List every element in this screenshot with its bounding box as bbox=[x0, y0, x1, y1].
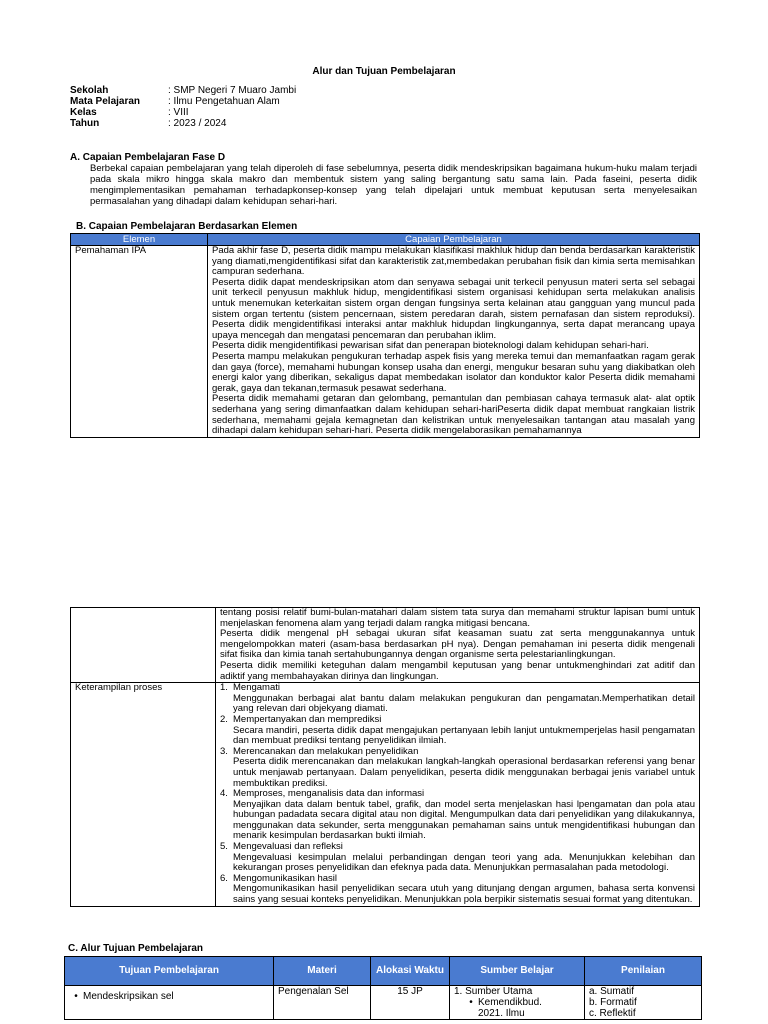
col-header-tujuan: Tujuan Pembelajaran bbox=[65, 957, 274, 986]
identity-label: Sekolah bbox=[70, 85, 109, 96]
penilaian-item: c. Reflektif bbox=[589, 1008, 636, 1019]
step-title: Merencanakan dan melakukan penyelidikan bbox=[233, 745, 419, 757]
sumber-bullet-item: • Kemendikbud. bbox=[454, 997, 580, 1008]
identity-row-sekolah bbox=[70, 85, 296, 96]
capaian-paragraph: Peserta didik dapat mendeskripsikan atom dan senyawa sebagai unit terkecil penyusun materi serta sel sebagai unit terkecil penyusun makhluk hidup, mengidentifikasi sistem organisasi kehidupan serta melakukan analisis untuk menemukan keterkaitan sistem organ dengan fungsinya serta kelainan atau gangguan yang muncul pada sistem organ tertentu (sistem pencernaan, sistem peredaran darah, sistem pernafasan dan sistem reproduksi). Peserta didik mengidentifikasi interaksi antar makhluk hidupdan lingkungannya, serta dapat merancang upaya upaya mencegah dan mengatasi pencemaran dan perubahan iklim. bbox=[212, 276, 695, 341]
bullet-icon: • bbox=[469, 997, 473, 1008]
keterampilan-cell bbox=[216, 683, 700, 906]
list-item: 1. Mengamati Menggunakan berbagai alat bantu dalam melakukan pengukuran dan pengamatan.Memperhatikan detail yang relevan dari objekyang diamati. bbox=[220, 682, 695, 715]
section-b-heading: B. Capaian Pembelajaran Berdasarkan Elemen bbox=[76, 221, 298, 232]
col-header-elemen: Elemen bbox=[71, 234, 208, 246]
capaian-table bbox=[70, 233, 700, 438]
step-title: Mengamati bbox=[233, 682, 280, 694]
identity-label: Tahun bbox=[70, 118, 100, 129]
col-header-alokasi: Alokasi Waktu bbox=[371, 957, 450, 986]
col-header-materi: Materi bbox=[274, 957, 371, 986]
col-header-sumber: Sumber Belajar bbox=[450, 957, 585, 986]
elemen-cell-continued bbox=[71, 608, 216, 683]
tujuan-table bbox=[64, 956, 702, 1020]
capaian-paragraph: Peserta didik memahami getaran dan gelombang, pemantulan dan pembiasan cahaya termasuk alat- alat optik sederhana yang sering dimanfaatkan dalam kehidupan sehari-hariPeserta didik dapat membuat rangkaian listrik sederhana, memahami gejala kemagnetan dan kelistrikan untuk menyelesaikan tantangan atau masalah yang dihadapi dalam kehidupan sehari-hari. Peserta didik mengelaborasikan pemahamannya bbox=[212, 393, 695, 437]
capaian-cell bbox=[208, 246, 700, 438]
step-body: Mengevaluasi kesimpulan melalui perbandingan dengan teori yang ada. Menunjukkan kelebihan dan kekurangan proses penyelidikan dan efeknya pada data. Menunjukkan permasalahan pada metodologi. bbox=[233, 851, 695, 874]
step-body: Mengomunikasikan hasil penyelidikan secara utuh yang ditunjang dengan argumen, bahasa serta konvensi sains yang sesuai konteks penyelidikan. Menunjukkan pola berpikir sistematis sesuai format yang ditentukan. bbox=[233, 883, 695, 906]
step-body: Peserta didik merencanakan dan melakukan langkah-langkah operasional berdasarkan referensi yang benar untuk menjawab pertanyaan. Dalam penyelidikan, peserta didik menggunakan berbagai jenis variabel untuk membuktikan prediksi. bbox=[233, 756, 695, 789]
tujuan-text: Mendeskripsikan sel bbox=[83, 991, 174, 1002]
identity-row-tahun bbox=[70, 118, 226, 129]
bullet-icon: • bbox=[74, 991, 78, 1002]
step-title: Mengevaluasi dan refleksi bbox=[233, 841, 343, 853]
step-body: Menggunakan berbagai alat bantu dalam melakukan pengukuran dan pengamatan.Memperhatikan detail yang relevan dari objekyang diamati. bbox=[233, 692, 695, 715]
identity-label: Mata Pelajaran bbox=[70, 96, 141, 107]
identity-row-mapel bbox=[70, 96, 280, 107]
capaian-paragraph: Pada akhir fase D, peserta didik mampu melakukan klasifikasi makhluk hidup dan benda berdasarkan karakteristik yang diamati,mengidentifikasi sifat dan karakteristik zat,membedakan perubahan fisik dan kimia serta memisahkan campuran sederhana. bbox=[212, 245, 695, 278]
identity-row-kelas bbox=[70, 107, 189, 118]
list-item: 6. Mengomunikasikan hasil Mengomunikasikan hasil penyelidikan secara utuh yang ditunjang dengan argumen, bahasa serta konvensi sains yang sesuai konteks penyelidikan. Menunjukkan pola berpikir sistematis sesuai format yang ditentukan. bbox=[220, 872, 695, 906]
identity-value: : VIII bbox=[168, 107, 189, 118]
sumber-line: 1. Sumber Utama bbox=[454, 986, 533, 997]
col-header-penilaian: Penilaian bbox=[585, 957, 702, 986]
section-a-text: Berbekal capaian pembelajaran yang telah diperoleh di fase sebelumnya, peserta didik mendeskripsikan bagaimana hukum-huku malam terjadi pada skala mikro hingga skala makro dan membentuk sistem yang saling bergantung satu sama lain. Pada faseini, peserta didik mengimplementasikan pemahaman terhadapkonsep-konsep yang telah dipelajari untuk membuat keputusan serta menyelesaikan permasalahan yang dihadapi dalam kehidupan sehari-hari. bbox=[90, 163, 697, 207]
identity-value: : 2023 / 2024 bbox=[168, 118, 227, 129]
capaian-paragraph: tentang posisi relatif bumi-bulan-matahari dalam sistem tata surya dan memahami struktur lapisan bumi untuk menjelaskan fenomena alam yang terjadi dalam rangka mitigasi bencana. bbox=[220, 607, 695, 629]
capaian-paragraph: Peserta didik mengenal pH sebagai ukuran sifat keasaman suatu zat serta menggunakannya untuk mengelompokkan materi (asam-basa berdasarkan pH nya). Dengan pemahaman ini peserta didik mengenali sifat fisika dan kimia tanah sertahubungannya dengan organisme serta pelestarianlingkungan. bbox=[220, 628, 695, 661]
identity-label: Kelas bbox=[70, 107, 97, 118]
list-item: 5. Mengevaluasi dan refleksi Mengevaluasi kesimpulan melalui perbandingan dengan teori yang ada. Menunjukkan kelebihan dan kekurangan proses penyelidikan dan efeknya pada data. Menunjukkan permasalahan pada metodologi. bbox=[220, 841, 695, 874]
page-title: Alur dan Tujuan Pembelajaran bbox=[312, 66, 456, 77]
elemen-cell: Keterampilan proses bbox=[71, 683, 216, 906]
identity-value: : Ilmu Pengetahuan Alam bbox=[168, 96, 280, 107]
capaian-paragraph: Peserta mampu melakukan pengukuran terhadap aspek fisis yang mereka temui dan memanfaatkan ragam gerak dan gaya (force), memahami hubungan konsep usaha dan energi, mengukur besaran suhu yang diakibatkan oleh energi kalor yang diberikan, sekaligus dapat membedakan isolator dan konduktor kalor Peserta didik memahami gerak, gaya dan tekanan,termasuk pesawat sederhana. bbox=[212, 350, 695, 394]
penilaian-item: b. Formatif bbox=[589, 997, 637, 1008]
col-header-capaian: Capaian Pembelajaran bbox=[208, 234, 700, 246]
capaian-paragraph: Peserta didik mengidentifikasi pewarisan sifat dan penerapan bioteknologi dalam kehidupan sehari-hari. bbox=[212, 340, 649, 352]
list-item: 2. Mempertanyakan dan memprediksi Secara mandiri, peserta didik dapat mengajukan pertanyaan lebih lanjut untukmemperjelas hasil pengamatan dan membuat prediksi tentang penyelidikan ilmiah. bbox=[220, 713, 695, 747]
list-item: 3. Merencanakan dan melakukan penyelidikan Peserta didik merencanakan dan melakukan langkah-langkah operasional berdasarkan referensi yang benar untuk menjawab pertanyaan. Dalam penyelidikan, peserta didik menggunakan berbagai jenis variabel untuk membuktikan prediksi. bbox=[220, 745, 695, 789]
capaian-cell-continued bbox=[216, 608, 700, 683]
step-body: Secara mandiri, peserta didik dapat mengajukan pertanyaan lebih lanjut untukmemperjelas hasil pengamatan dan membuat prediksi tentang penyelidikan ilmiah. bbox=[233, 724, 695, 747]
section-a-heading: A. Capaian Pembelajaran Fase D bbox=[70, 152, 226, 163]
penilaian-cell bbox=[585, 986, 702, 1020]
step-title: Mempertanyakan dan memprediksi bbox=[233, 713, 382, 725]
list-item: 4. Memproses, menganalisis data dan informasi Menyajikan data dalam bentuk tabel, grafik, dan model serta menjelaskan hasi lpengamatan dan pola atau hubungan padadata secara digital atau non digital. Mengumpulkan data dari penyelidikan yang dilakukannya, menggunakan data sekunder, serta menggunakan pemahaman sains untuk mengidentifikasi hubungan dan menarik kesimpulan berdasarkan bukti ilmiah. bbox=[220, 788, 695, 842]
sumber-cell bbox=[450, 986, 585, 1020]
capaian-table-continued bbox=[70, 607, 700, 907]
penilaian-item: a. Sumatif bbox=[589, 986, 635, 997]
step-title: Memproses, menganalisis data dan informasi bbox=[233, 788, 425, 800]
step-title: Mengomunikasikan hasil bbox=[233, 872, 338, 884]
elemen-cell: Pemahaman IPA bbox=[71, 246, 208, 438]
capaian-paragraph: Peserta didik memiliki keteguhan dalam mengambil keputusan yang benar untukmenghindari zat aditif dan adiktif yang membahayakan dirinya dan lingkungan. bbox=[220, 659, 695, 682]
sumber-line: 2021. Ilmu bbox=[478, 1008, 525, 1019]
table-row bbox=[65, 986, 702, 1020]
section-c-heading: C. Alur Tujuan Pembelajaran bbox=[68, 943, 204, 954]
materi-cell: Pengenalan Sel bbox=[274, 986, 371, 1020]
step-body: Menyajikan data dalam bentuk tabel, grafik, dan model serta menjelaskan hasi lpengamatan dan pola atau hubungan padadata secara digital atau non digital. Mengumpulkan data dari penyelidikan yang dilakukannya, menggunakan data sekunder, serta menggunakan pemahaman sains untuk mengidentifikasi hubungan dan menarik kesimpulan berdasarkan bukti ilmiah. bbox=[233, 798, 695, 842]
alokasi-cell: 15 JP bbox=[371, 986, 450, 1020]
process-steps-list bbox=[220, 683, 695, 905]
identity-value: : SMP Negeri 7 Muaro Jambi bbox=[168, 85, 297, 96]
tujuan-cell bbox=[65, 986, 274, 1020]
